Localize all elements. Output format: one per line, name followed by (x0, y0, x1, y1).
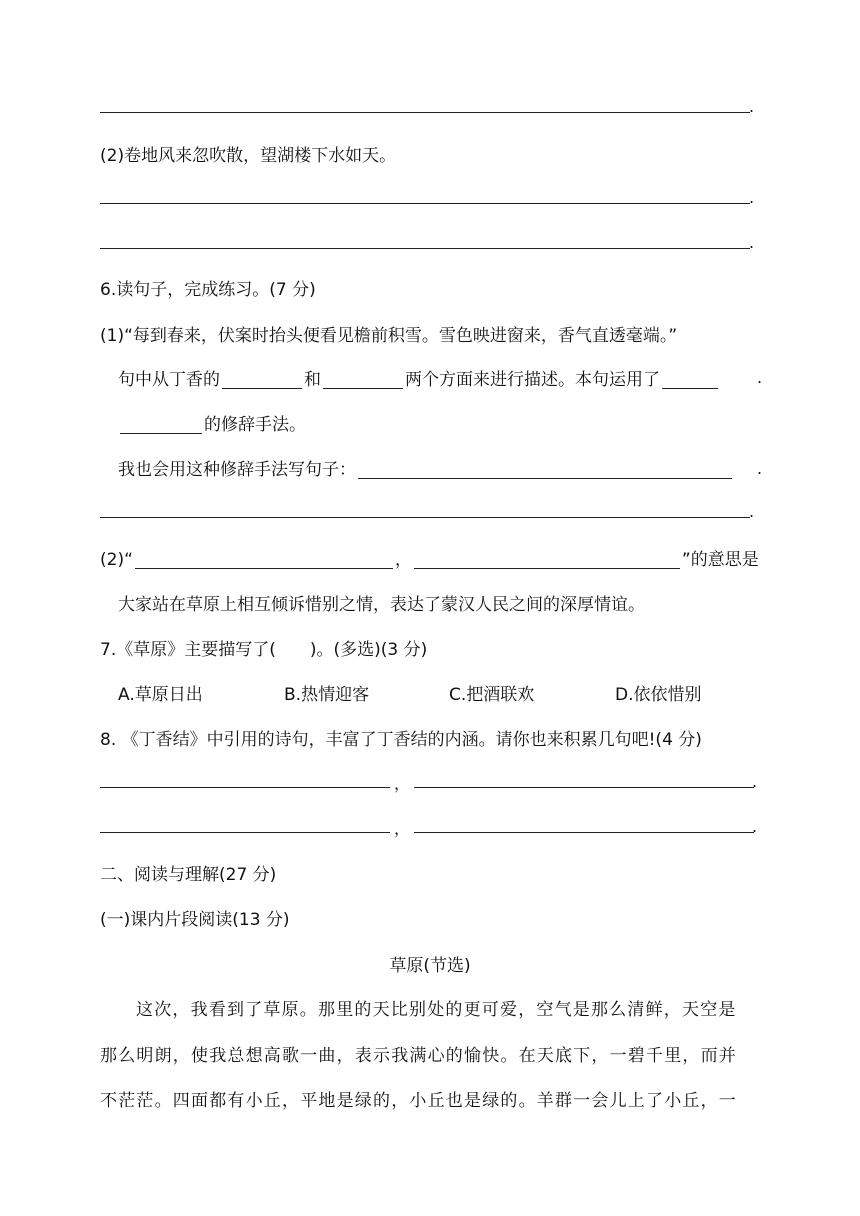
option-d[interactable]: D.依依惜别 (615, 685, 702, 705)
fill-text: 句中从丁香的 (118, 370, 220, 390)
answer-line[interactable] (100, 517, 750, 518)
fill-text: 两个方面来进行描述。本句运用了 (405, 370, 660, 390)
line-end-period: . (752, 772, 758, 791)
blank-input[interactable] (222, 370, 302, 389)
line-end-period: . (749, 502, 755, 521)
line-end-period: . (749, 97, 755, 116)
answer-line[interactable] (100, 248, 750, 249)
blank-input[interactable] (323, 370, 403, 389)
passage-line: 这次，我看到了草原。那里的天比别处的更可爱，空气是那么清鲜，天空是 (136, 1000, 737, 1020)
section-2-heading: 二、阅读与理解(27 分) (100, 865, 277, 885)
question-6-title: 6.读句子，完成练习。(7 分) (100, 280, 316, 300)
passage-title: 草原(节选) (389, 956, 471, 976)
fill-text: ， (394, 550, 412, 570)
line-end-period: . (757, 368, 763, 387)
comma: ， (394, 774, 411, 793)
option-b[interactable]: B.热情迎客 (284, 685, 370, 705)
blank-input[interactable] (120, 415, 202, 434)
line-end-period: . (752, 817, 758, 836)
fill-text: 我也会用这种修辞手法写句子： (118, 460, 356, 480)
passage-line: 不茫茫。四面都有小丘，平地是绿的，小丘也是绿的。羊群一会儿上了小丘，一 (100, 1091, 737, 1111)
blank-input[interactable] (414, 550, 680, 569)
fill-text: ”的意思是 (681, 550, 759, 570)
section-2-1-heading: (一)课内片段阅读(13 分) (100, 910, 290, 930)
line-end-period: . (749, 188, 755, 207)
answer-line[interactable] (100, 112, 750, 113)
line-end-period: . (757, 459, 763, 478)
option-a[interactable]: A.草原日出 (118, 685, 203, 705)
blank-input[interactable] (662, 370, 718, 389)
blank-input[interactable] (358, 460, 732, 479)
answer-line[interactable] (414, 787, 754, 788)
fill-text: 的修辞手法。 (204, 415, 306, 435)
question-6-2-continued: 大家站在草原上相互倾诉惜别之情，表达了蒙汉人民之间的深厚情谊。 (118, 595, 645, 615)
comma: ， (394, 819, 411, 838)
answer-line[interactable] (414, 832, 754, 833)
question-6-1-write (118, 455, 734, 480)
question-6-1: (1)“每到春来，伏案时抬头便看见檐前积雪。雪色映进窗来，香气直透毫端。” (100, 326, 678, 346)
question-6-1-rhetoric (118, 410, 306, 435)
blank-input[interactable] (135, 550, 393, 569)
question-5-2: (2)卷地风来忽吹散，望湖楼下水如天。 (100, 146, 397, 166)
passage-line: 那么明朗，使我总想高歌一曲，表示我满心的愉快。在天底下，一碧千里，而并 (100, 1046, 737, 1066)
question-6-1-fill (118, 365, 720, 390)
answer-line[interactable] (100, 832, 390, 833)
line-end-period: . (749, 233, 755, 252)
question-7: 7.《草原》主要描写了( )。(多选)(3 分) (100, 640, 428, 660)
fill-text: 和 (304, 370, 321, 390)
answer-line[interactable] (100, 203, 750, 204)
question-6-2 (100, 545, 759, 570)
fill-text: (2)“ (100, 550, 133, 570)
answer-line[interactable] (100, 787, 390, 788)
option-c[interactable]: C.把酒联欢 (449, 685, 535, 705)
question-8: 8. 《丁香结》中引用的诗句，丰富了丁香结的内涵。请你也来积累几句吧!(4 分) (100, 730, 702, 750)
